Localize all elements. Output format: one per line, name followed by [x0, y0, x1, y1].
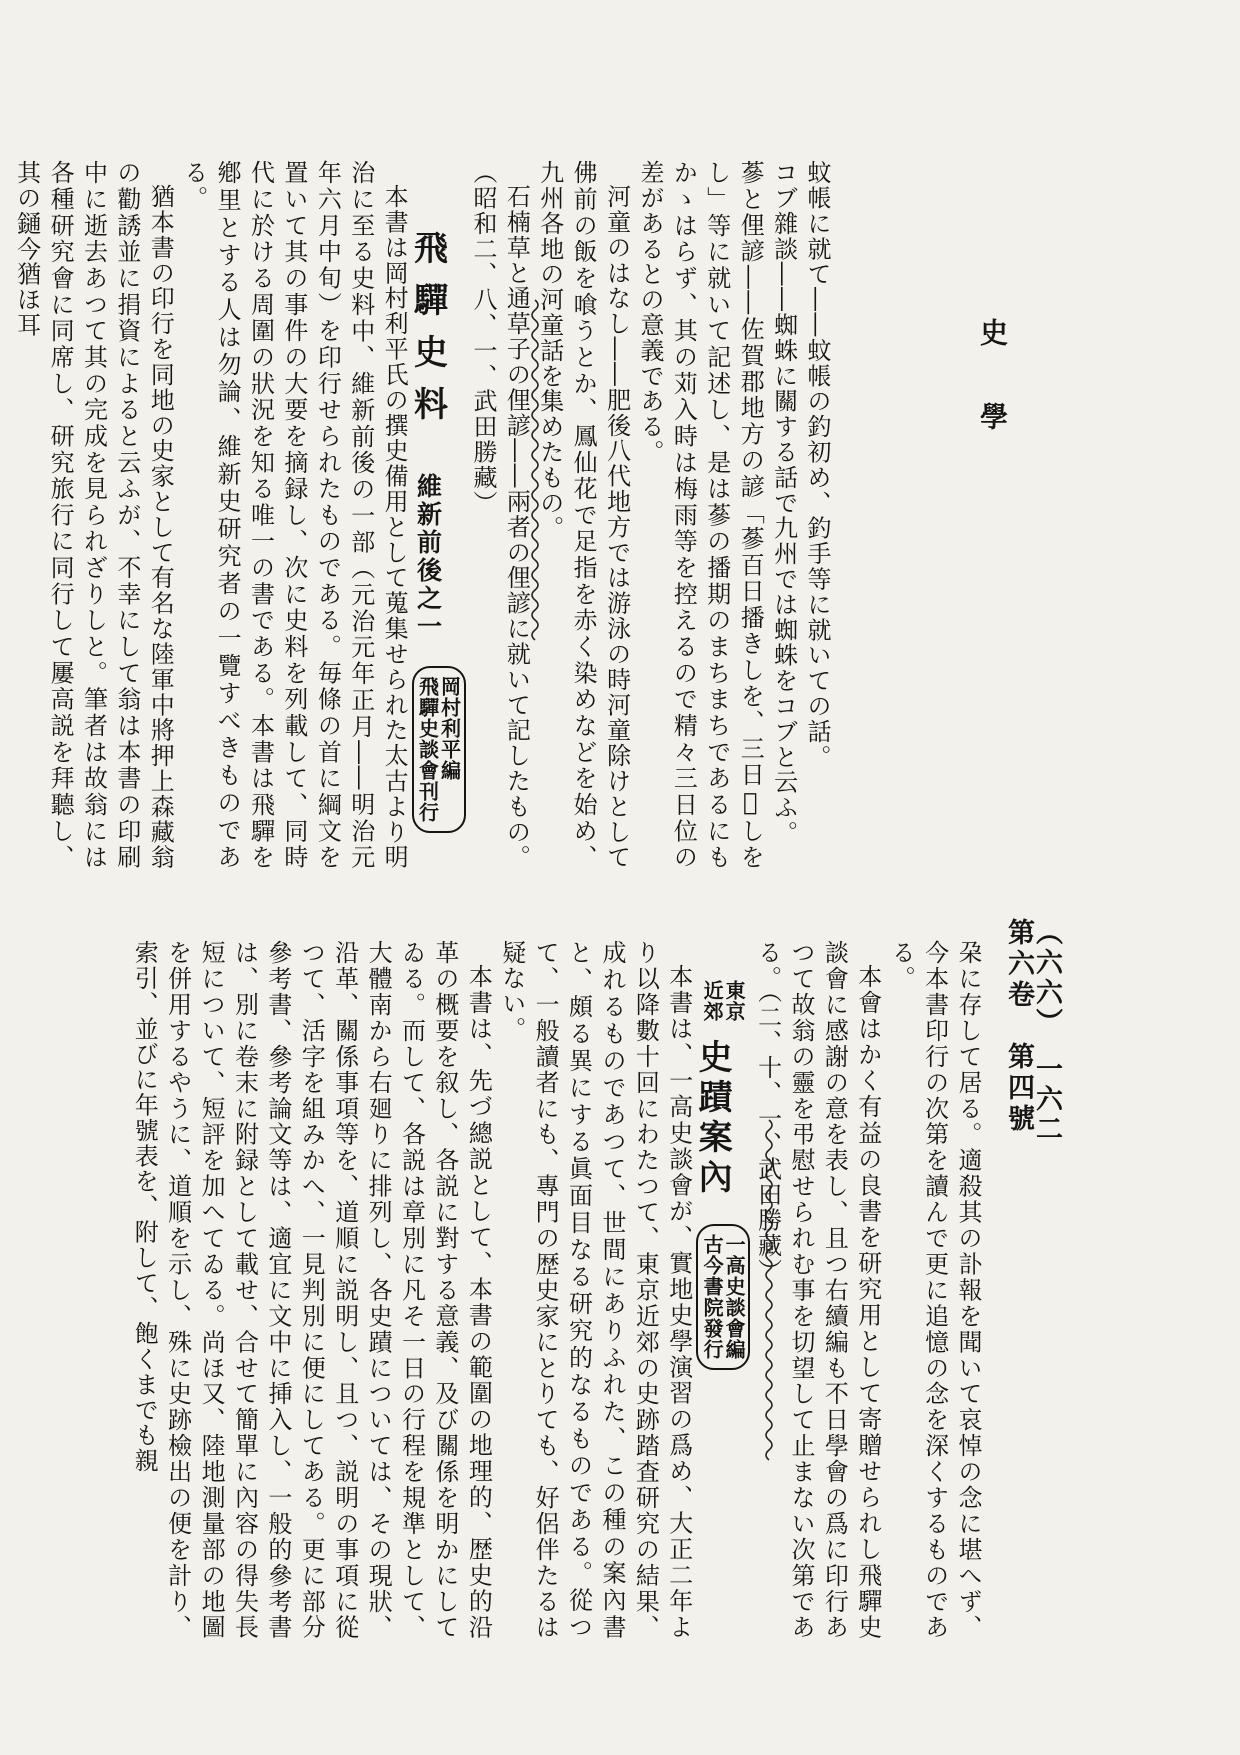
paragraph-sekinan: 石楠草と通草子の俚諺――兩者の俚諺に就いて記したもの。（昭和二、八、一、武田勝藏）	[468, 160, 531, 870]
page-number: （六六） 一六二	[1031, 918, 1062, 1145]
wavy-separator	[527, 300, 543, 640]
publisher-note-hida	[412, 666, 466, 833]
paragraph-kappa: 河童のはなし――肥後八代地方では游泳の時河童除けとして佛前の飯を喰うとか、鳳仙花で足指を赤く染めなどを始め、九州各地の河童話を集めたもの。	[535, 160, 631, 870]
publisher-hida: 飛驒史談會刊行	[415, 676, 440, 824]
paragraph-san: 蔘と俚諺――佐賀郡地方の諺「蔘百日播きしを、三日𣸽しをし」等に就いて記述し、是は蔘の播期のまちまちであるにもかゝはらず、其の苅入時は梅雨等を控えるので精々三日位の差があるとの意義である。	[635, 160, 765, 870]
editor-hida: 岡村利平編	[437, 676, 462, 782]
paragraph-tokyo-1: 本書は、一高史談會が、實地史學演習の爲め、大正二年より以降數十回にわたつて、東京近郊の史跡踏査研究の結果、成れるものであつて、世間にありふれた、この種の案內書と、頗る異にする眞面目なる研究的なるものである。從つて、一般讀者にも、專門の歴史家にとりても、好侶伴たるは疑ない。	[497, 940, 693, 1640]
section-title-tokyo: 史蹟案內	[692, 1039, 733, 1200]
wavy-separator	[761, 1120, 777, 1465]
paragraph-hida-3: 朶に存して居る。適殺其の訃報を聞いて哀悼の念に堪へず、今本書印行の次第を讀んで更に追憶の念を深くするものである。	[887, 940, 982, 1640]
editor-tokyo: 一高史談會編	[722, 1234, 747, 1361]
lower-text-block	[84, 940, 984, 1640]
prefix-kinko: 近郊	[700, 980, 725, 1022]
section-heading-hida	[407, 160, 465, 870]
section-prefix-tokyo	[701, 980, 745, 1022]
paragraph-kobu: コブ雜談――蜘蛛に關する話で九州では蜘蛛をコブと云ふ。	[769, 160, 798, 846]
publisher-tokyo: 古今書院發行	[700, 1234, 725, 1361]
journal-title: 史學	[976, 318, 1009, 486]
section-heading-tokyo	[692, 940, 750, 1640]
paragraph-tokyo-2: 本書は、先づ總説として、本書の範圍の地理的、歴史的沿革の概要を叙し、各説に對する意義、及び關係を明かにしてゐる。而して、各説は章別に凡そ一日の行程を規準として、大體南から右廻りに排列し、各史蹟については、その現狀、沿革、關係事項等を、道順に説明し、且つ、説明の事項に從つて、活字を組みかへ、一見判別に便にしてある。更に部分參考書、參考論文等は、適宜に文中に挿入し、一般的參考書は、別に卷末に附録として載せ、合せて簡單に內容の得失長短について、短評を加へてゐる。尚ほ又、陸地測量部の地圖を併用するやうに、道順を示し、殊に史跡檢出の便を計り、索引、並びに年號表を、附して、飽くまでも親	[130, 940, 493, 1640]
section-title-hida: 飛驒史料	[407, 230, 448, 438]
upper-text-block	[12, 160, 833, 870]
section-subtitle-hida: 維新前後之一	[413, 473, 443, 642]
paragraph-kaya: 蚊帳に就て――蚊帳の釣初め、釣手等に就いての話。	[803, 160, 831, 770]
paragraph-hida-4: 本會はかく有益の良書を研究用として寄贈せられし飛驒史談會に感謝の意を表し、且つ右續編も不日學會の爲に印行あつて故翁の靈を弔慰せられむ事を切望して止まない次第である。（二、十、一、武田勝藏）	[753, 940, 882, 1640]
paragraph-hida-2: 猶本書の印行を同地の史家として有名な陸軍中將押上森藏翁の勸誘並に捐資によると云ふが、不幸にして翁は本書の印刷中に逝去あつて其の完成を見られざりしと。筆者は故翁には各種研究會に同席し、研究旅行に同行して屢高説を拜聽し、其の𨫤今猶ほ耳	[12, 160, 175, 870]
paragraph-hida-1: 本書は岡村利平氏の撰史備用として蒐集せられた太古より明治に至る史料中、維新前後の一部（元治元年正月――明治元年六月中旬）を印行せられたものである。毎條の首に綱文を置いて其の事件の大要を摘録し、次に史料を列載して、同時代に於ける周圍の狀況を知る唯一の書である。本書は飛驒を鄕里とする人は勿論、維新史研究者の一覽すべきものである。	[179, 160, 409, 870]
volume-issue: 第六卷 第四號	[1003, 918, 1034, 1135]
publisher-note-tokyo	[696, 1224, 750, 1370]
prefix-tokyo: 東京	[722, 980, 747, 1022]
